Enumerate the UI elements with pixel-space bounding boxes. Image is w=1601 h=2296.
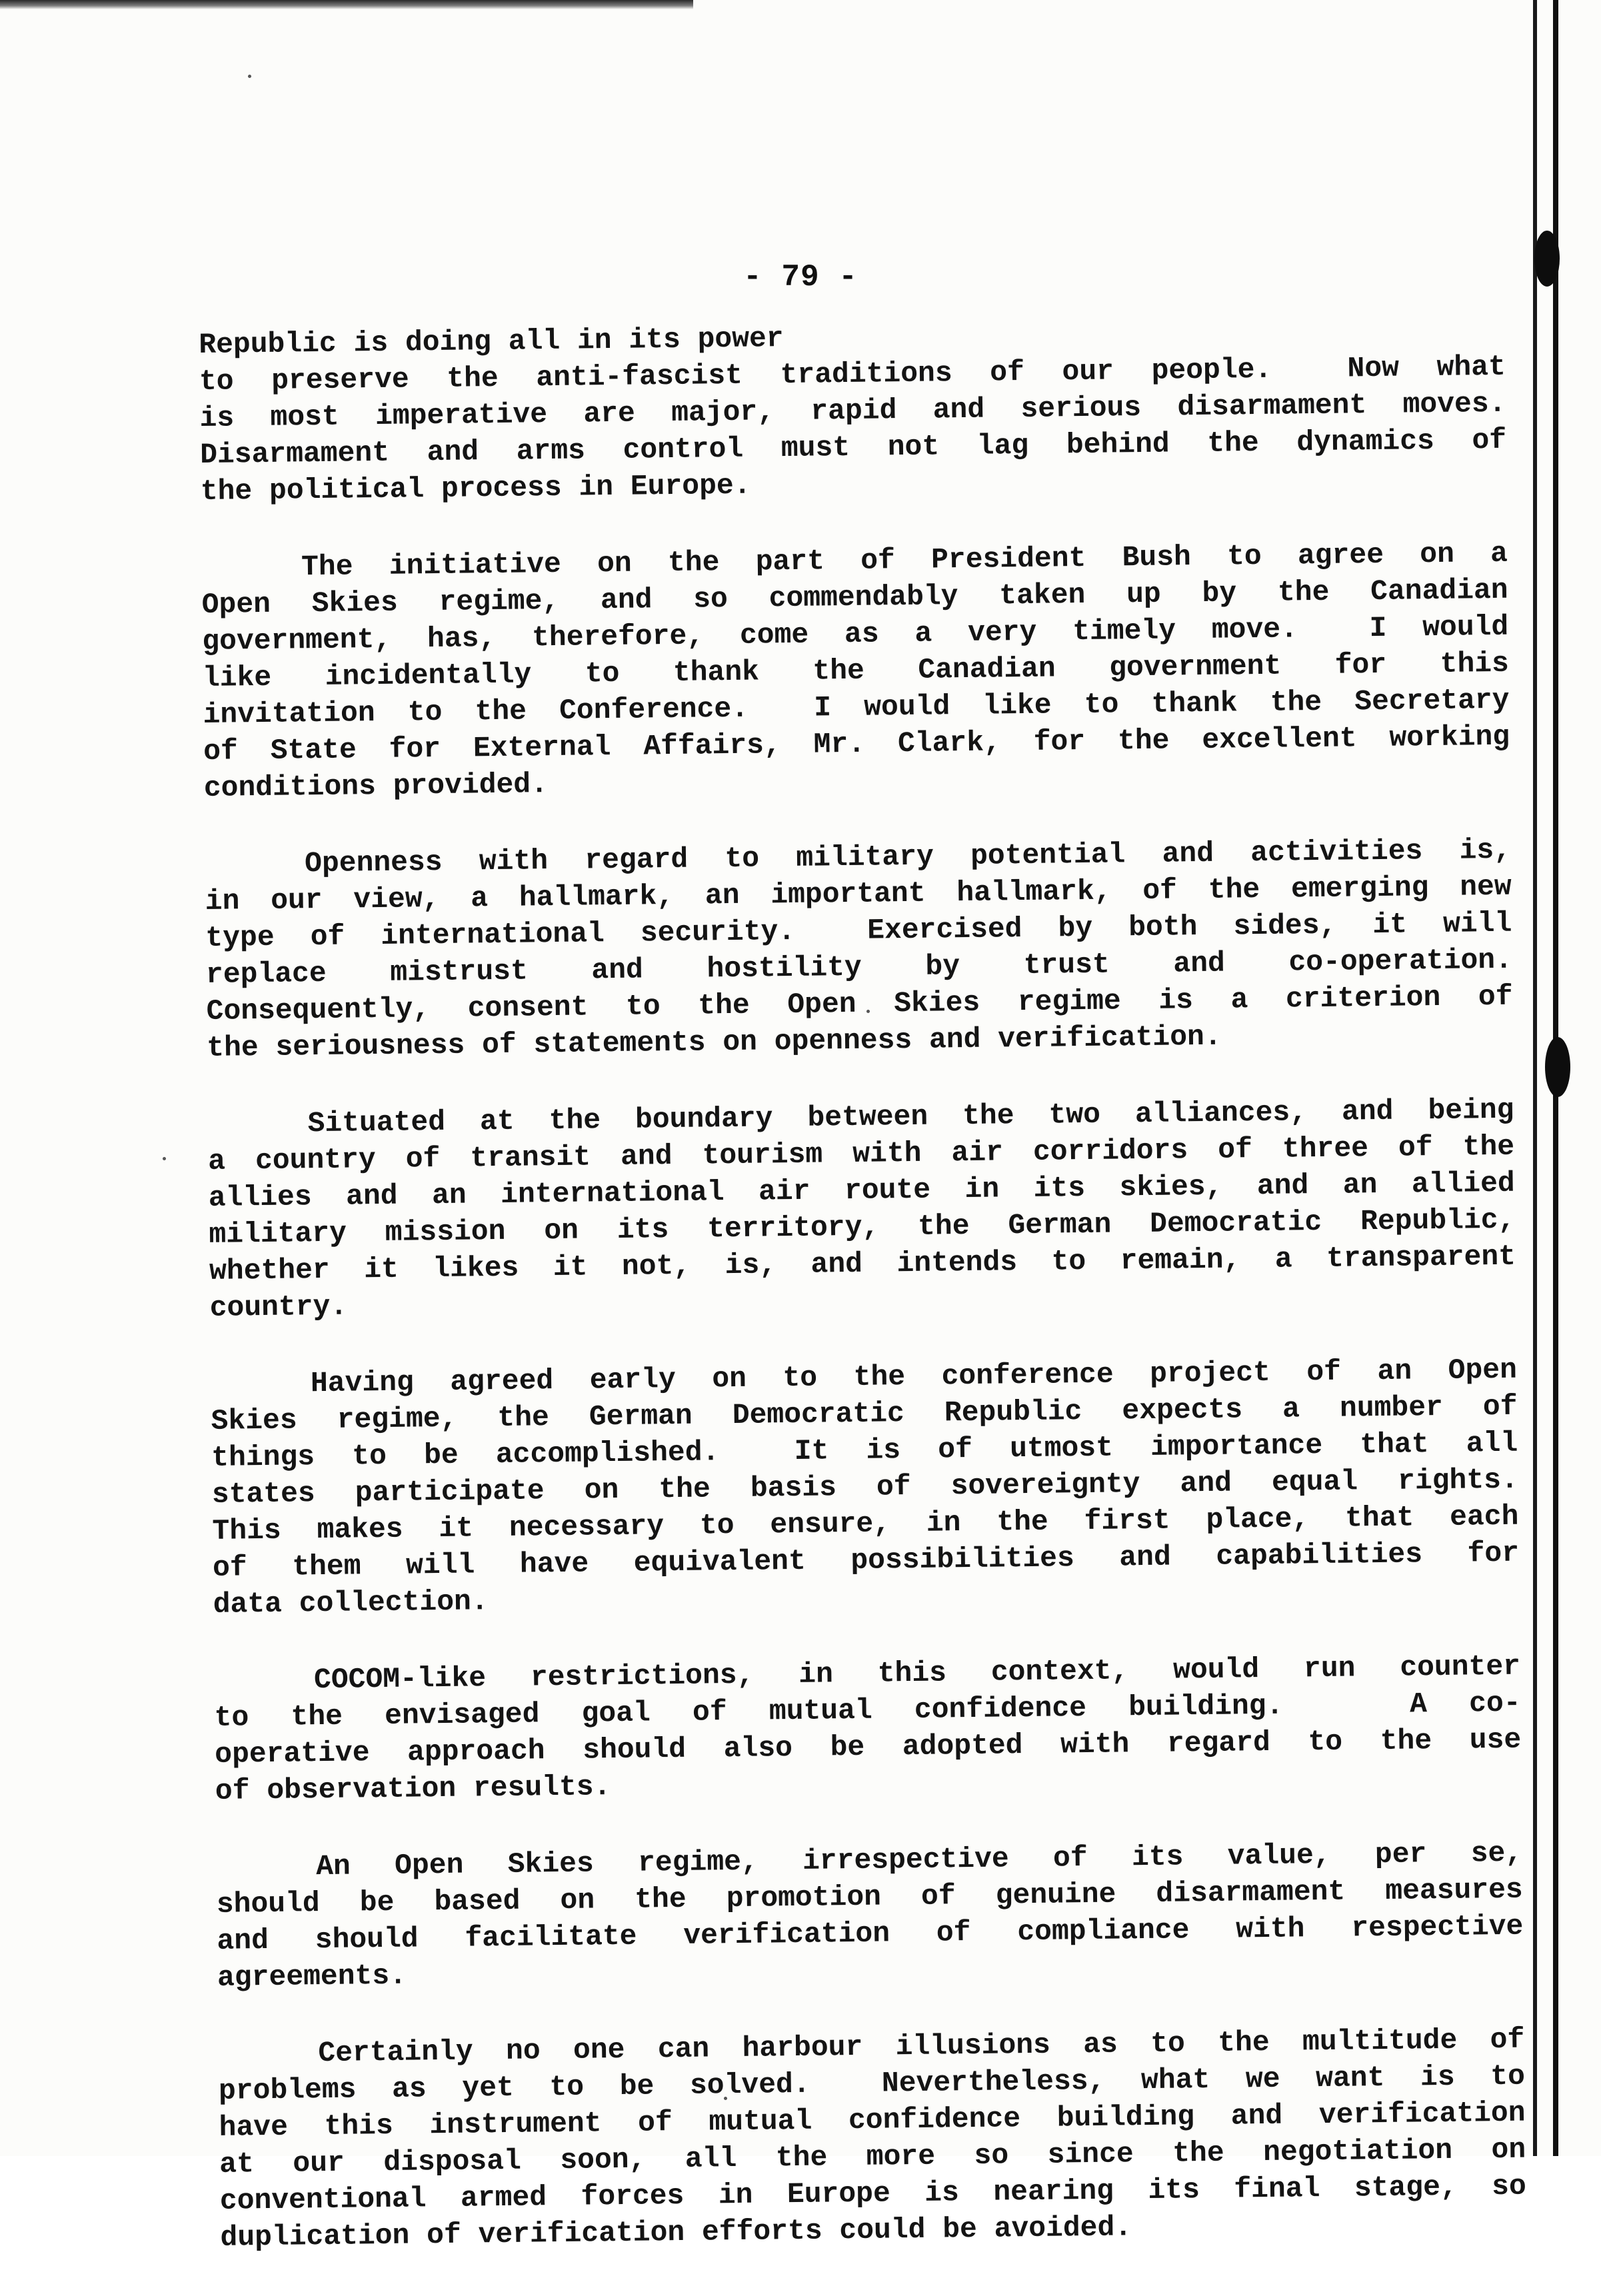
text-line: is most imperative are major, rapid and serious disarmament moves. — [199, 387, 1506, 435]
text-line: things to be accomplished. It is of utmost importance that all — [211, 1426, 1518, 1474]
text-line: problems as yet to be solved. Nevertheless, what we want is to — [218, 2059, 1526, 2107]
text-line: country. — [209, 1290, 348, 1324]
text-line: An Open Skies regime, irrespective of its value, per se, — [315, 1836, 1523, 1883]
text-line: military mission on its territory, the German Democratic Republic, — [209, 1203, 1516, 1251]
text-line: Disarmament and arms control must not lag behind the dynamics of — [199, 423, 1507, 471]
page-number: - 79 - — [743, 260, 858, 295]
scan-top-edge — [0, 0, 693, 9]
text-line: of State for External Affairs, Mr. Clark, for the excellent working — [203, 720, 1510, 768]
paragraph — [216, 1835, 1524, 1996]
scan-binding-line — [1533, 0, 1537, 2156]
text-line: the political process in Europe. — [200, 469, 751, 508]
text-line: Situated at the boundary between the two alliances, and being — [307, 1093, 1514, 1140]
binder-hole — [1545, 1037, 1570, 1097]
text-line: should be based on the promotion of genuine disarmament measures — [216, 1873, 1524, 1921]
scan-speck — [248, 75, 251, 78]
text-line: whether it likes it not, is, and intends to remain, a transparent — [209, 1240, 1516, 1288]
text-line: at our disposal soon, all the more so since the negotiation on — [219, 2133, 1526, 2181]
text-line: operative approach should also be adopted with regard to the use — [215, 1723, 1522, 1771]
text-line: invitation to the Conference. I would like to thank the Secretary — [203, 683, 1510, 731]
text-line: Openness with regard to military potential and activities is, — [304, 833, 1512, 880]
text-line: This makes it necessary to ensure, in the first place, that each — [212, 1500, 1519, 1548]
text-line: states participate on the basis of sovereignty and equal rights. — [211, 1463, 1519, 1511]
text-line: The initiative on the part of President Bush to agree on a — [301, 537, 1508, 584]
paragraph — [199, 312, 1507, 510]
text-line: and should facilitate verification of compliance with respective — [217, 1909, 1524, 1957]
text-line: have this instrument of mutual confidence building and verification — [219, 2096, 1526, 2144]
text-line: of them will have equivalent possibilities and capabilities for — [212, 1536, 1520, 1584]
text-line: Open Skies regime, and so commendably taken up by the Canadian — [201, 573, 1508, 621]
text-line: of observation results. — [215, 1770, 611, 1807]
text-line: replace mistrust and hostility by trust and co-operation. — [205, 943, 1513, 991]
paragraph — [205, 832, 1514, 1066]
text-line: duplication of verification efforts could be avoided. — [220, 2211, 1132, 2254]
text-line: to preserve the anti-fascist traditions of our people. Now what — [199, 350, 1506, 398]
text-line: conventional armed forces in Europe is nearing its final stage, so — [219, 2169, 1527, 2217]
text-line: Certainly no one can harbour illusions as to the multitude of — [318, 2023, 1525, 2070]
text-line: the seriousness of statements on openness and verification. — [207, 1020, 1222, 1064]
text-line: COCOM-like restrictions, in this context, would run counter — [313, 1650, 1521, 1697]
text-line: in our view, a hallmark, an important hallmark, of the emerging new — [205, 870, 1512, 918]
text-line: a country of transit and tourism with air corridors of three of the — [207, 1130, 1515, 1178]
text-line: conditions provided. — [203, 768, 549, 804]
body-text — [199, 312, 1527, 2296]
text-line: like incidentally to thank the Canadian government for this — [202, 646, 1510, 694]
scan-speck — [163, 1157, 166, 1160]
text-line: type of international security. Exercised by both sides, it will — [205, 906, 1512, 954]
text-line: data collection. — [213, 1585, 489, 1621]
text-line: Having agreed early on to the conference project of an Open — [310, 1353, 1518, 1400]
text-line: Skies regime, the German Democratic Republic expects a number of — [211, 1390, 1518, 1438]
text-line: Consequently, consent to the Open Skies regime is a criterion of — [206, 980, 1513, 1028]
paragraph — [218, 2021, 1527, 2256]
text-line: government, has, therefore, come as a very timely move. I would — [202, 610, 1509, 658]
paragraph — [201, 535, 1510, 806]
text-line: agreements. — [217, 1959, 407, 1994]
paragraph — [214, 1648, 1522, 1809]
paragraph — [211, 1352, 1520, 1623]
paragraph — [207, 1092, 1516, 1326]
text-line: allies and an international air route in its skies, and an allied — [208, 1166, 1515, 1214]
text-line: Republic is doing all in its power — [199, 322, 784, 361]
text-line: to the envisaged goal of mutual confidence building. A co- — [214, 1686, 1521, 1734]
